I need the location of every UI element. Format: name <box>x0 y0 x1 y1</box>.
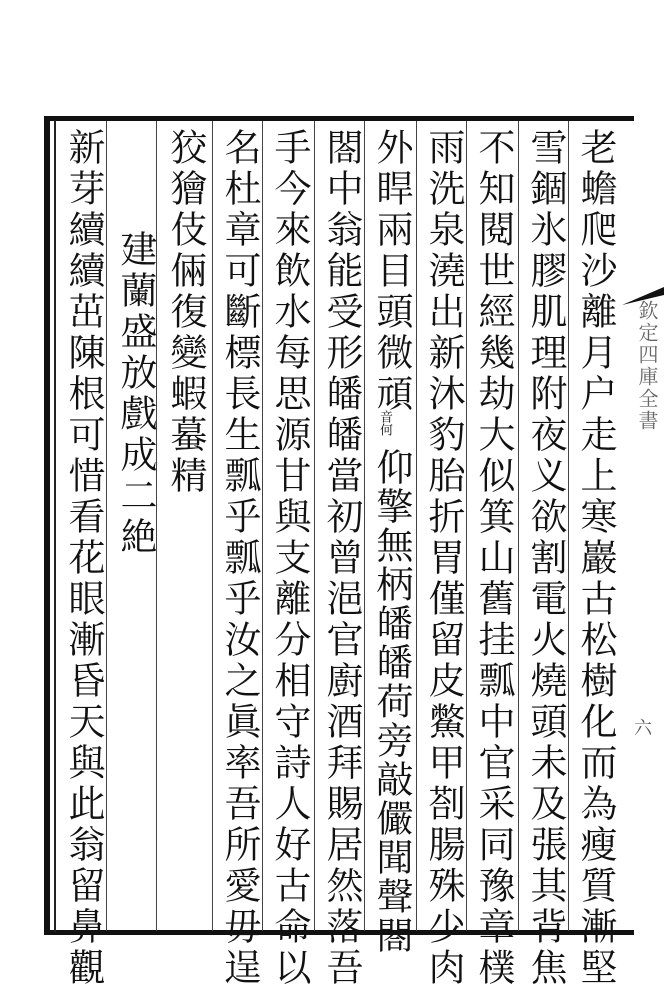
frame-left-border <box>44 116 50 935</box>
text-column-2: 雪錮氷膠肌理附夜义欲割電火燒頭未及張其背焦 <box>524 128 567 989</box>
column-rule <box>106 121 107 931</box>
annotation-note: 音何 <box>377 410 392 436</box>
column-rule <box>466 121 467 931</box>
frame-left-inner-border <box>54 120 56 932</box>
text-column-6: 閤中翁能受形皤皤當初曾浥官廚酒拜賜居然落吾 <box>320 128 363 989</box>
text-column-9: 狡獪伎倆復變蝦蟇精 <box>164 128 207 497</box>
text-column-5-part-2: 仰擎無柄皤皤荷旁敲儼聞聲閤 <box>370 448 413 955</box>
text-column-7: 手今來飲水每思源甘與支離分相守詩人好古命以 <box>268 128 311 989</box>
column-rule <box>518 121 519 931</box>
column-rule <box>262 121 263 931</box>
text-column-1: 老蟾爬沙離月户走上寒巖古松樹化而為瘦質漸堅 <box>574 128 617 989</box>
column-rule <box>314 121 315 931</box>
text-column-3: 不知閱世經幾劫大似箕山舊挂瓢中官采同豫章樸 <box>472 128 515 989</box>
text-column-8: 名杜章可斷標長生瓢乎瓢乎汝之眞率吾所愛毋逞 <box>218 128 261 989</box>
text-column-4: 雨洗泉澆出新沐豹胎折胃僅留皮鱉甲剳腸殊少肉 <box>422 128 465 989</box>
column-rule <box>568 121 569 931</box>
text-column-11: 新芽續續茁陳根可惜看花眼漸昏天與此翁留鼻觀 <box>62 128 105 989</box>
column-rule <box>364 121 365 931</box>
facing-leaf-header: 欽定四庫全書 <box>635 300 659 432</box>
facing-leaf-page-number: 六 <box>631 718 652 736</box>
text-column-5-part-1: 外睅兩目頭微頑 <box>370 128 413 415</box>
poem-title: 建蘭盛放戲成二絶 <box>114 230 157 558</box>
column-rule <box>212 121 213 931</box>
column-rule <box>416 121 417 931</box>
frame-top-border <box>48 116 634 121</box>
